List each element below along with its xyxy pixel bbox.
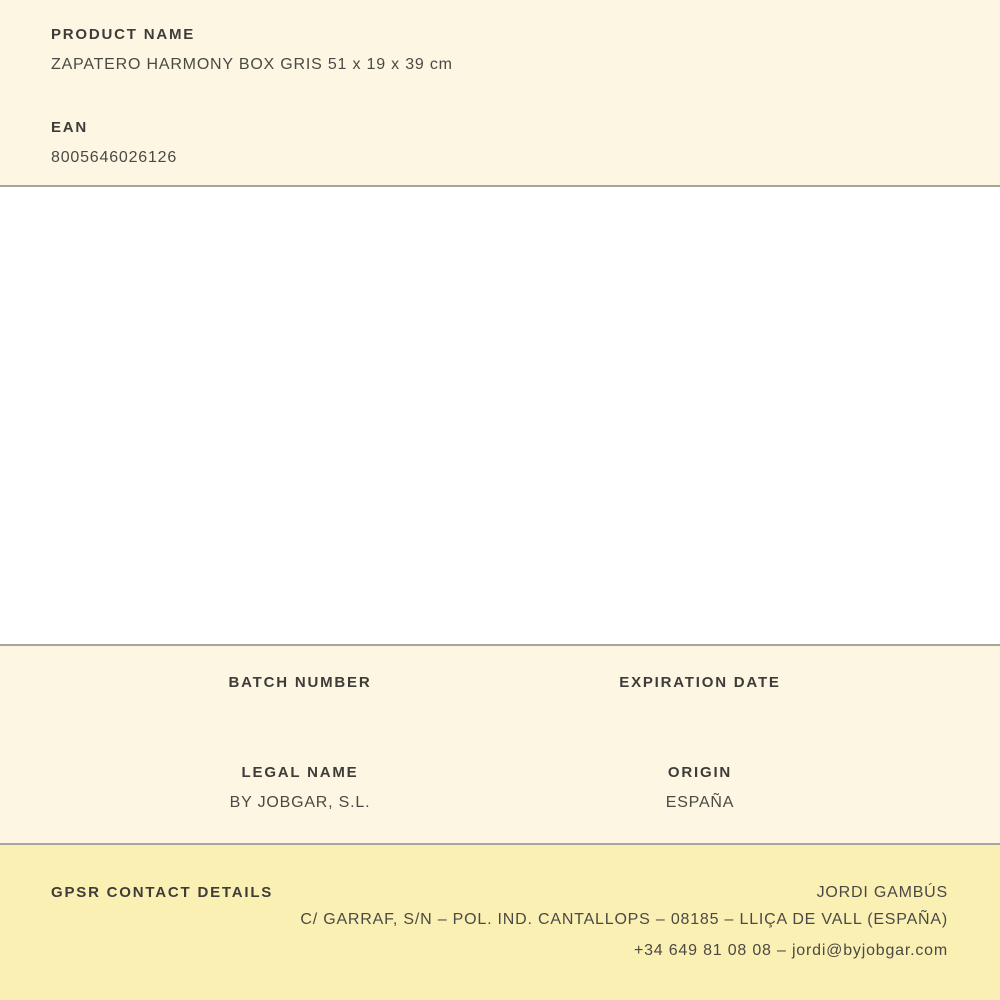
contact-phone-email: +34 649 81 08 08 – jordi@byjobgar.com bbox=[633, 942, 948, 959]
ean-label: EAN bbox=[51, 119, 89, 136]
product-info-section bbox=[0, 0, 1000, 187]
origin-block bbox=[500, 764, 900, 812]
gpsr-contact-label: GPSR CONTACT DETAILS bbox=[51, 884, 274, 901]
ean-block bbox=[51, 119, 949, 167]
origin-value: ESPAÑA bbox=[665, 794, 735, 811]
expiration-date-label: EXPIRATION DATE bbox=[619, 674, 781, 691]
details-row-1 bbox=[100, 674, 900, 692]
product-name-label: PRODUCT NAME bbox=[51, 26, 196, 43]
batch-number-block bbox=[100, 674, 500, 692]
contact-person-name: JORDI GAMBÚS bbox=[816, 884, 948, 901]
ean-value: 8005646026126 bbox=[51, 149, 178, 166]
gpsr-contact-section bbox=[0, 845, 1000, 1000]
legal-name-label: LEGAL NAME bbox=[241, 764, 359, 781]
expiration-date-block bbox=[500, 674, 900, 692]
details-section bbox=[0, 646, 1000, 845]
contact-lines bbox=[51, 910, 948, 960]
gpsr-contact-header-row bbox=[51, 883, 948, 902]
product-name-value: ZAPATERO HARMONY BOX GRIS 51 x 19 x 39 cm bbox=[51, 56, 453, 73]
product-image-placeholder bbox=[0, 187, 1000, 646]
legal-name-value: BY JOBGAR, S.L. bbox=[229, 794, 371, 811]
batch-number-label: BATCH NUMBER bbox=[228, 674, 372, 691]
origin-label: ORIGIN bbox=[667, 764, 733, 781]
contact-address: C/ GARRAF, S/N – POL. IND. CANTALLOPS – 08185 – LLIÇA DE VALL (ESPAÑA) bbox=[300, 911, 948, 928]
legal-name-block bbox=[100, 764, 500, 812]
details-row-2 bbox=[100, 764, 900, 812]
